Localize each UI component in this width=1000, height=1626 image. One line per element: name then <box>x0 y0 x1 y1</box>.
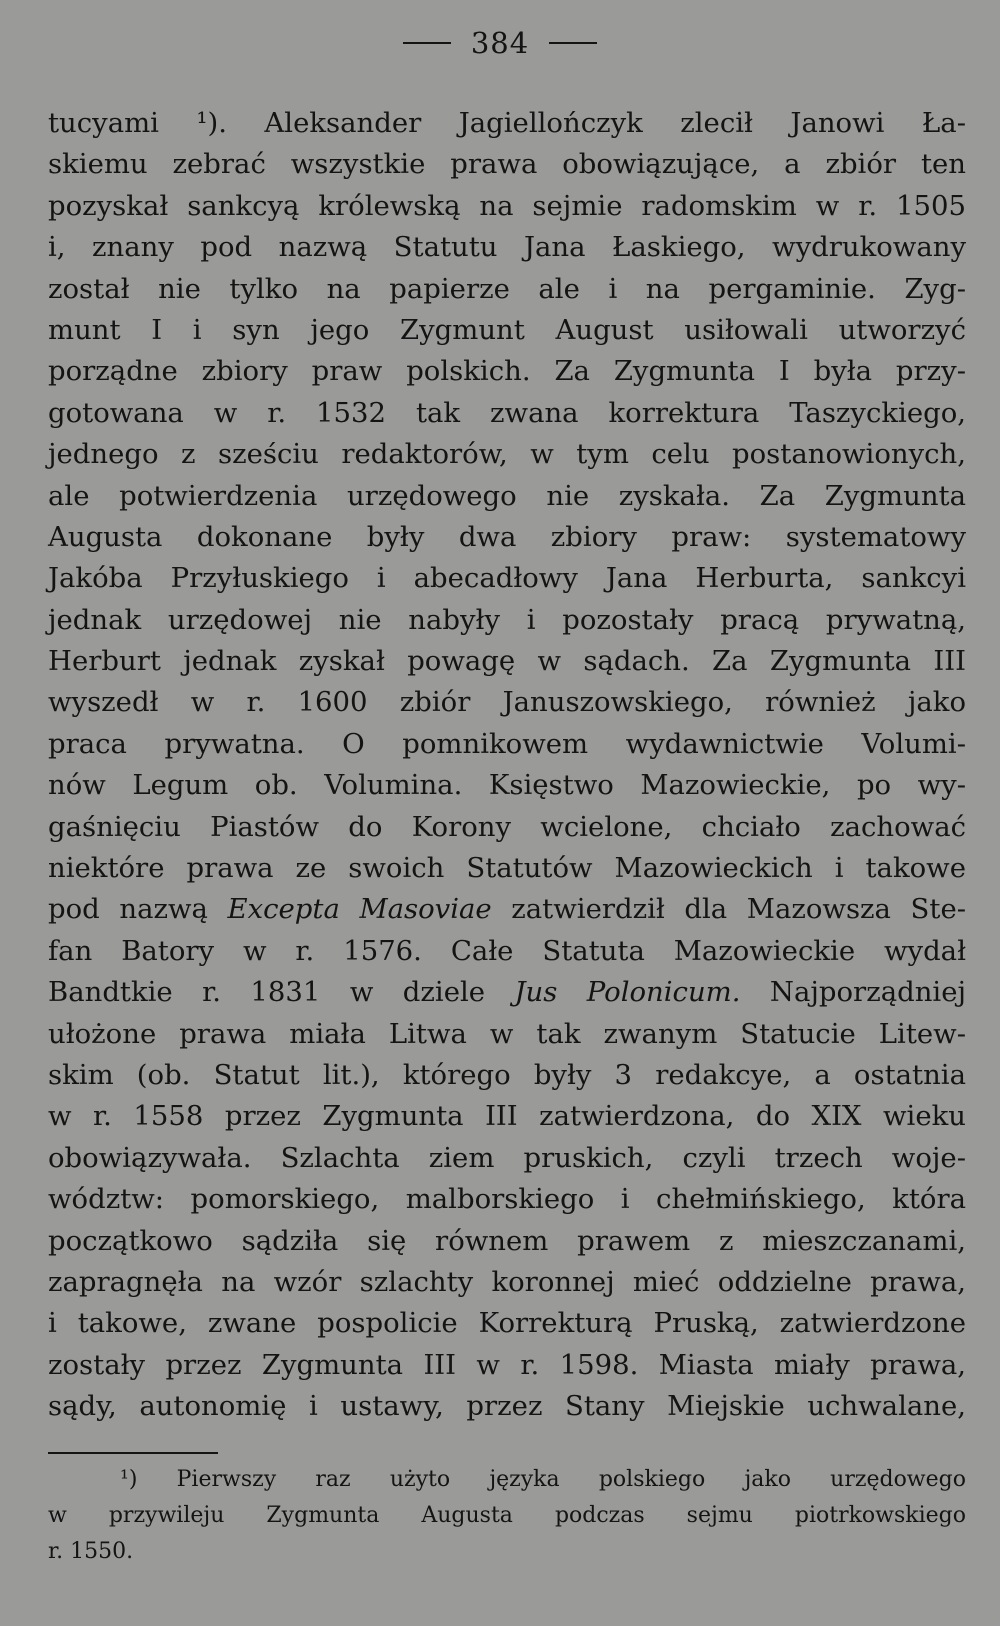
body-line: Augusta dokonane były dwa zbiory praw: systematowy <box>48 520 966 553</box>
body-line: tucyami ¹). Aleksander Jagiellończyk zlecił Janowi Ła- <box>48 107 966 139</box>
body-line: wyszedł w r. 1600 zbiór Januszowskiego, również jako <box>48 686 966 719</box>
body-line: początkowo sądziła się równem prawem z mieszczanami, <box>48 1224 966 1257</box>
body-line: Jakóba Przyłuskiego i abecadłowy Jana Herburta, sankcyi <box>48 562 966 595</box>
body-line: skim (ob. Statut lit.), którego były 3 redakcye, a ostatnia <box>48 1058 966 1091</box>
body-line-with-italic <box>48 972 966 1013</box>
body-line: porządne zbiory praw polskich. Za Zygmunta I była przy- <box>48 355 966 388</box>
body-line: ale potwierdzenia urzędowego nie zyskała. Za Zygmunta <box>48 479 966 512</box>
body-line: zostały przez Zygmunta III w r. 1598. Miasta miały prawa, <box>48 1348 966 1381</box>
body-line: nów Legum ob. Volumina. Księstwo Mazowieckie, po wy- <box>48 769 966 802</box>
footnote-line: w przywileju Zygmunta Augusta podczas sejmu piotrkowskiego <box>48 1503 966 1528</box>
body-line: gaśnięciu Piastów do Korony wcielone, chciało zachować <box>48 810 966 843</box>
body-line: sądy, autonomię i ustawy, przez Stany Miejskie uchwalane, <box>48 1390 966 1423</box>
text-run: Najporządniej <box>740 976 966 1009</box>
footnote-line: ¹) Pierwszy raz użyto języka polskiego jako urzędowego <box>120 1467 966 1492</box>
body-line: niektóre prawa ze swoich Statutów Mazowieckich i takowe <box>48 852 966 885</box>
italic-title: Jus Polonicum. <box>514 976 741 1009</box>
body-line: wództw: pomorskiego, malborskiego i chełmińskiego, która <box>48 1183 966 1216</box>
body-line-with-italic <box>48 889 966 930</box>
body-line: skiemu zebrać wszystkie prawa obowiązujące, a zbiór ten <box>48 148 966 181</box>
footnote <box>48 1462 966 1570</box>
body-line: obowiązywała. Szlachta ziem pruskich, czyli trzech woje- <box>48 1141 966 1174</box>
text-run: Bandtkie r. 1831 w dziele <box>48 976 515 1009</box>
footnote-separator <box>48 1452 218 1454</box>
body-line: pozyskał sankcyą królewską na sejmie radomskim w r. 1505 <box>48 189 966 222</box>
header-dash-right <box>549 42 597 44</box>
body-line: Herburt jednak zyskał powagę w sądach. Za Zygmunta III <box>48 645 966 678</box>
body-line: w r. 1558 przez Zygmunta III zatwierdzona, do XIX wieku <box>48 1100 966 1133</box>
text-run: zatwierdził dla Mazowsza Ste- <box>491 893 967 926</box>
body-line: jednak urzędowej nie nabyły i pozostały pracą prywatną, <box>48 603 966 636</box>
italic-title: Excepta Masoviae <box>227 893 492 926</box>
text-run: pod nazwą <box>48 893 228 926</box>
body-line: zapragnęła na wzór szlachty koronnej mieć oddzielne prawa, <box>48 1265 966 1298</box>
body-line: i, znany pod nazwą Statutu Jana Łaskiego, wydrukowany <box>48 231 966 264</box>
body-line: ułożone prawa miała Litwa w tak zwanym Statucie Litew- <box>48 1017 966 1050</box>
page-number: 384 <box>470 26 530 60</box>
body-line: i takowe, zwane pospolicie Korrekturą Pruską, zatwierdzone <box>48 1307 966 1340</box>
body-line: praca prywatna. O pomnikowem wydawnictwie Volumi- <box>48 727 966 760</box>
footnote-line: r. 1550. <box>48 1539 134 1564</box>
body-line: fan Batory w r. 1576. Całe Statuta Mazowieckie wydał <box>48 934 966 967</box>
body-text <box>48 103 966 1428</box>
body-line: jednego z sześciu redaktorów, w tym celu postanowionych, <box>48 438 966 471</box>
header-dash-left <box>403 42 451 44</box>
body-line: munt I i syn jego Zygmunt August usiłowali utworzyć <box>48 313 966 346</box>
page-header <box>0 26 1000 60</box>
body-line: gotowana w r. 1532 tak zwana korrektura Taszyckiego, <box>48 396 966 429</box>
body-line: został nie tylko na papierze ale i na pergaminie. Zyg- <box>48 272 966 305</box>
